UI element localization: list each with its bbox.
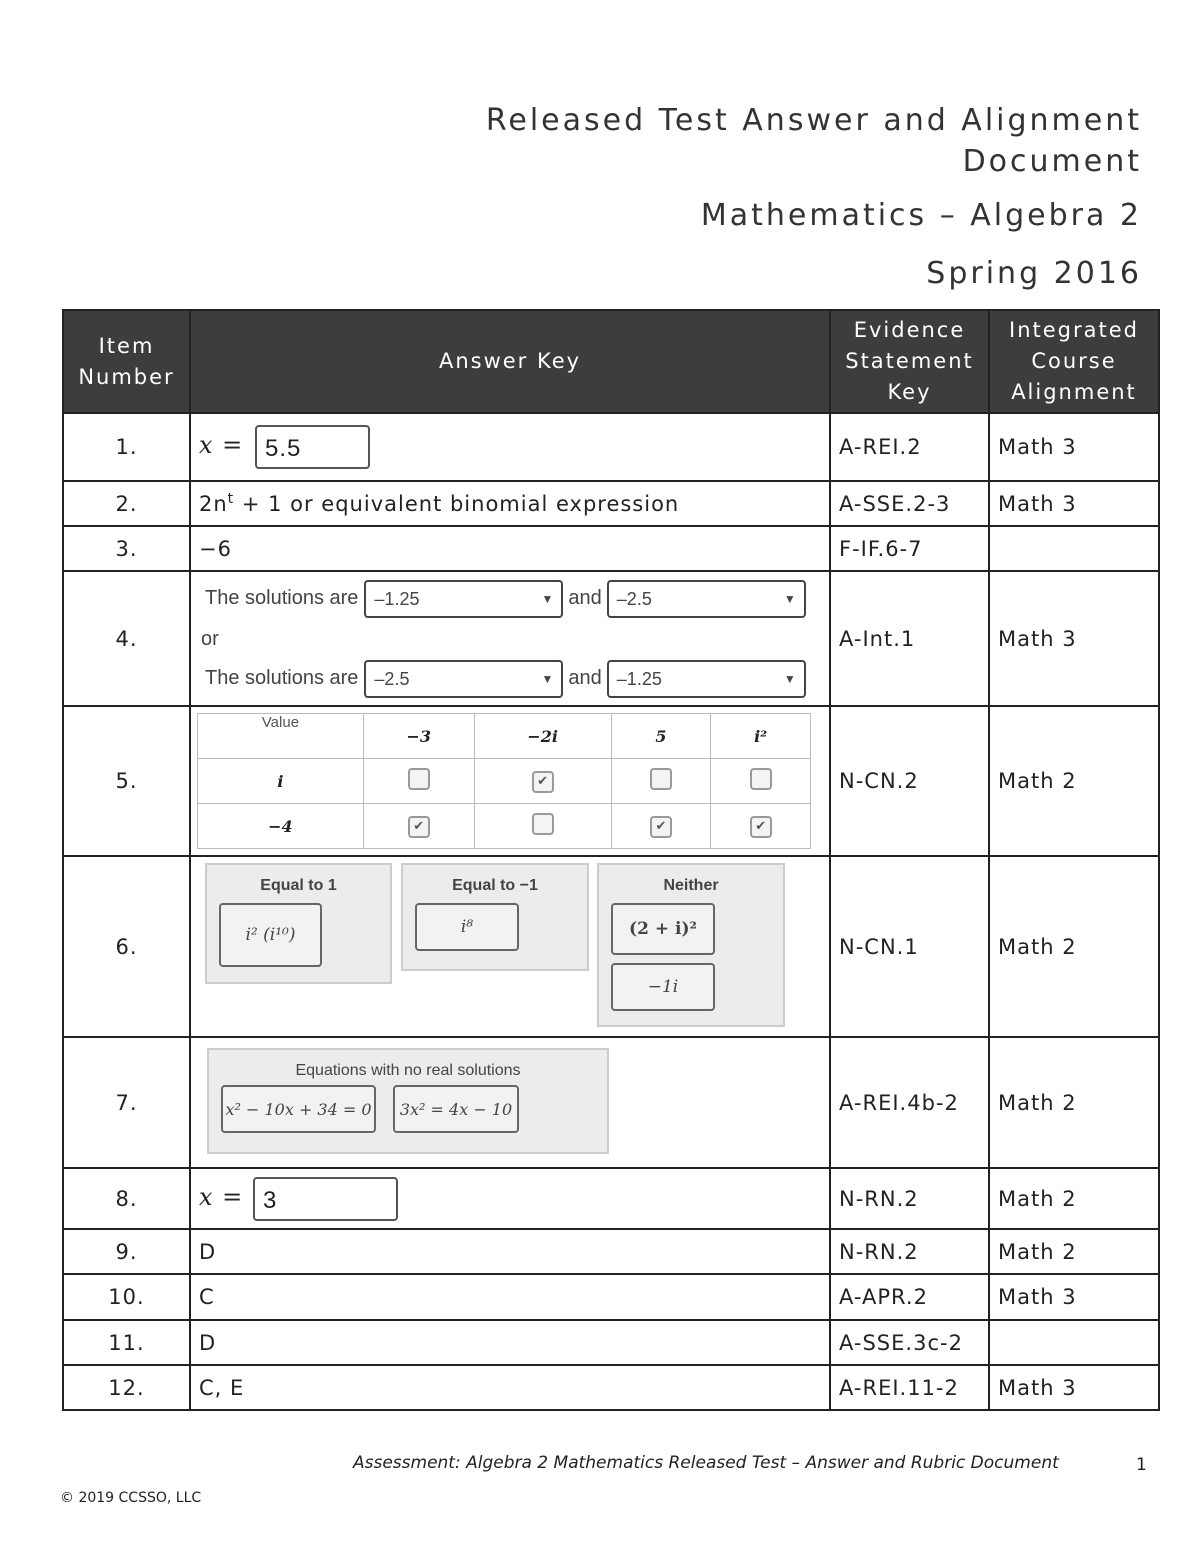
- dropdown-value: –2.5: [374, 668, 410, 689]
- evidence-cell: A-SSE.3c-2: [830, 1320, 989, 1365]
- alignment-cell: Math 3: [989, 413, 1159, 481]
- alignment-cell: Math 3: [989, 571, 1159, 706]
- grid-row-label: i: [198, 759, 364, 804]
- drag-tile[interactable]: i⁸: [415, 903, 519, 951]
- answer-cell: [190, 706, 830, 856]
- category-title: Equal to 1: [260, 877, 337, 894]
- checkbox[interactable]: [532, 813, 554, 835]
- checkbox-checked[interactable]: ✔: [650, 816, 672, 838]
- item-number: 9.: [63, 1229, 190, 1274]
- category-title: Equal to −1: [452, 877, 538, 894]
- item-number: 11.: [63, 1320, 190, 1365]
- evidence-cell: A-REI.11-2: [830, 1365, 989, 1410]
- col-header-evidence: Evidence Statement Key: [830, 310, 989, 413]
- answer-cell: C, E: [190, 1365, 830, 1410]
- no-real-solutions-box: [207, 1048, 609, 1154]
- evidence-cell: F-IF.6-7: [830, 526, 989, 571]
- table-row: [63, 1365, 1159, 1410]
- checkbox[interactable]: [650, 768, 672, 790]
- category-title: Neither: [663, 877, 719, 894]
- item-number: 6.: [63, 856, 190, 1037]
- subject-title: Mathematics – Algebra 2: [700, 198, 1142, 233]
- table-row: [63, 1229, 1159, 1274]
- item-number: 5.: [63, 706, 190, 856]
- solution-dropdown[interactable]: [607, 580, 806, 618]
- table-row: [63, 481, 1159, 526]
- alignment-cell: Math 3: [989, 1365, 1159, 1410]
- box-title: Equations with no real solutions: [295, 1062, 521, 1079]
- answer-exponent: t: [227, 491, 235, 507]
- alignment-cell: [989, 526, 1159, 571]
- term-title: Spring 2016: [926, 256, 1142, 291]
- and-label: and: [568, 667, 602, 689]
- answer-cell: [190, 481, 830, 526]
- table-row: [63, 571, 1159, 706]
- item-number: 4.: [63, 571, 190, 706]
- dropdown-value: –1.25: [616, 668, 662, 689]
- table-row: [63, 413, 1159, 481]
- alignment-cell: [989, 1320, 1159, 1365]
- answer-cell: [190, 1037, 830, 1168]
- checkbox-checked[interactable]: ✔: [408, 816, 430, 838]
- solution-dropdown[interactable]: [364, 580, 563, 618]
- table-row: [63, 1168, 1159, 1229]
- drag-tile[interactable]: x² − 10x + 34 = 0: [221, 1085, 376, 1133]
- col-header-alignment: Integrated Course Alignment: [989, 310, 1159, 413]
- alignment-cell: Math 2: [989, 1229, 1159, 1274]
- answer-text: + 1 or equivalent binomial expression: [234, 492, 680, 516]
- grid-header: −2i: [474, 714, 611, 759]
- answer-prefix: x =: [199, 1182, 244, 1211]
- item-number: 3.: [63, 526, 190, 571]
- answer-cell: [190, 413, 830, 481]
- evidence-cell: A-REI.4b-2: [830, 1037, 989, 1168]
- evidence-cell: A-REI.2: [830, 413, 989, 481]
- document-title: Released Test Answer and Alignment Document: [485, 103, 1142, 179]
- checkbox[interactable]: [408, 768, 430, 790]
- evidence-cell: A-APR.2: [830, 1274, 989, 1320]
- alignment-cell: Math 2: [989, 706, 1159, 856]
- category-neither: [597, 863, 785, 1027]
- alignment-cell: Math 3: [989, 1274, 1159, 1320]
- answer-cell: D: [190, 1320, 830, 1365]
- item-number: 1.: [63, 413, 190, 481]
- drag-tile[interactable]: i² (i¹⁰): [219, 903, 322, 967]
- checkbox-grid: [197, 713, 811, 849]
- grid-header: Value: [198, 714, 364, 759]
- alignment-cell: Math 2: [989, 1037, 1159, 1168]
- drag-tile[interactable]: (2 + i)²: [611, 903, 715, 955]
- answer-cell: −6: [190, 526, 830, 571]
- checkbox[interactable]: [750, 768, 772, 790]
- dropdown-arrow-icon: ▼: [541, 671, 554, 686]
- answer-input[interactable]: 5.5: [255, 425, 370, 469]
- evidence-cell: N-CN.1: [830, 856, 989, 1037]
- or-label: or: [201, 627, 219, 650]
- solution-dropdown[interactable]: [607, 660, 806, 698]
- category-equal-1: [205, 863, 392, 984]
- answer-table: [62, 309, 1160, 1411]
- solution-line-1: [199, 579, 821, 619]
- page-number: 1: [1136, 1455, 1147, 1475]
- checkbox-checked[interactable]: ✔: [532, 771, 554, 793]
- answer-base: 2n: [199, 492, 228, 516]
- table-row: [63, 856, 1159, 1037]
- col-header-answer-key: Answer Key: [190, 310, 830, 413]
- dropdown-arrow-icon: ▼: [541, 591, 554, 606]
- alignment-cell: Math 3: [989, 481, 1159, 526]
- grid-header: −3: [363, 714, 474, 759]
- answer-cell: C: [190, 1274, 830, 1320]
- table-row: [63, 1037, 1159, 1168]
- alignment-cell: Math 2: [989, 856, 1159, 1037]
- and-label: and: [568, 587, 602, 609]
- drag-tile[interactable]: −1i: [611, 963, 715, 1011]
- evidence-cell: N-CN.2: [830, 706, 989, 856]
- table-row: [63, 706, 1159, 856]
- category-equal-neg1: [401, 863, 589, 971]
- dropdown-arrow-icon: ▼: [783, 591, 796, 606]
- table-row: [63, 1274, 1159, 1320]
- evidence-cell: N-RN.2: [830, 1229, 989, 1274]
- item-number: 12.: [63, 1365, 190, 1410]
- dropdown-arrow-icon: ▼: [783, 671, 796, 686]
- checkbox-checked[interactable]: ✔: [750, 816, 772, 838]
- footer-text: Assessment: Algebra 2 Mathematics Released Test – Answer and Rubric Document: [353, 1453, 1059, 1473]
- item-number: 8.: [63, 1168, 190, 1229]
- grid-header: 5: [611, 714, 711, 759]
- answer-cell: [190, 856, 830, 1037]
- evidence-cell: A-SSE.2-3: [830, 481, 989, 526]
- col-header-item-number: Item Number: [63, 310, 190, 413]
- alignment-cell: Math 2: [989, 1168, 1159, 1229]
- table-row: [63, 526, 1159, 571]
- solution-dropdown[interactable]: [364, 660, 563, 698]
- dropdown-value: –1.25: [374, 588, 420, 609]
- solutions-label: The solutions are: [205, 587, 359, 609]
- answer-cell: D: [190, 1229, 830, 1274]
- solutions-label: The solutions are: [205, 667, 359, 689]
- answer-cell: [190, 1168, 830, 1229]
- evidence-cell: N-RN.2: [830, 1168, 989, 1229]
- copyright: © 2019 CCSSO, LLC: [60, 1490, 202, 1506]
- answer-prefix: x =: [199, 431, 244, 459]
- grid-header: i²: [711, 714, 811, 759]
- answer-cell: [190, 571, 830, 706]
- solution-line-2: [199, 659, 821, 699]
- drag-tile[interactable]: 3x² = 4x − 10: [393, 1085, 519, 1133]
- item-number: 2.: [63, 481, 190, 526]
- grid-row-label: −4: [198, 804, 364, 849]
- item-number: 7.: [63, 1037, 190, 1168]
- table-row: [63, 1320, 1159, 1365]
- answer-input[interactable]: 3: [253, 1177, 398, 1221]
- evidence-cell: A-Int.1: [830, 571, 989, 706]
- dropdown-value: –2.5: [616, 588, 652, 609]
- item-number: 10.: [63, 1274, 190, 1320]
